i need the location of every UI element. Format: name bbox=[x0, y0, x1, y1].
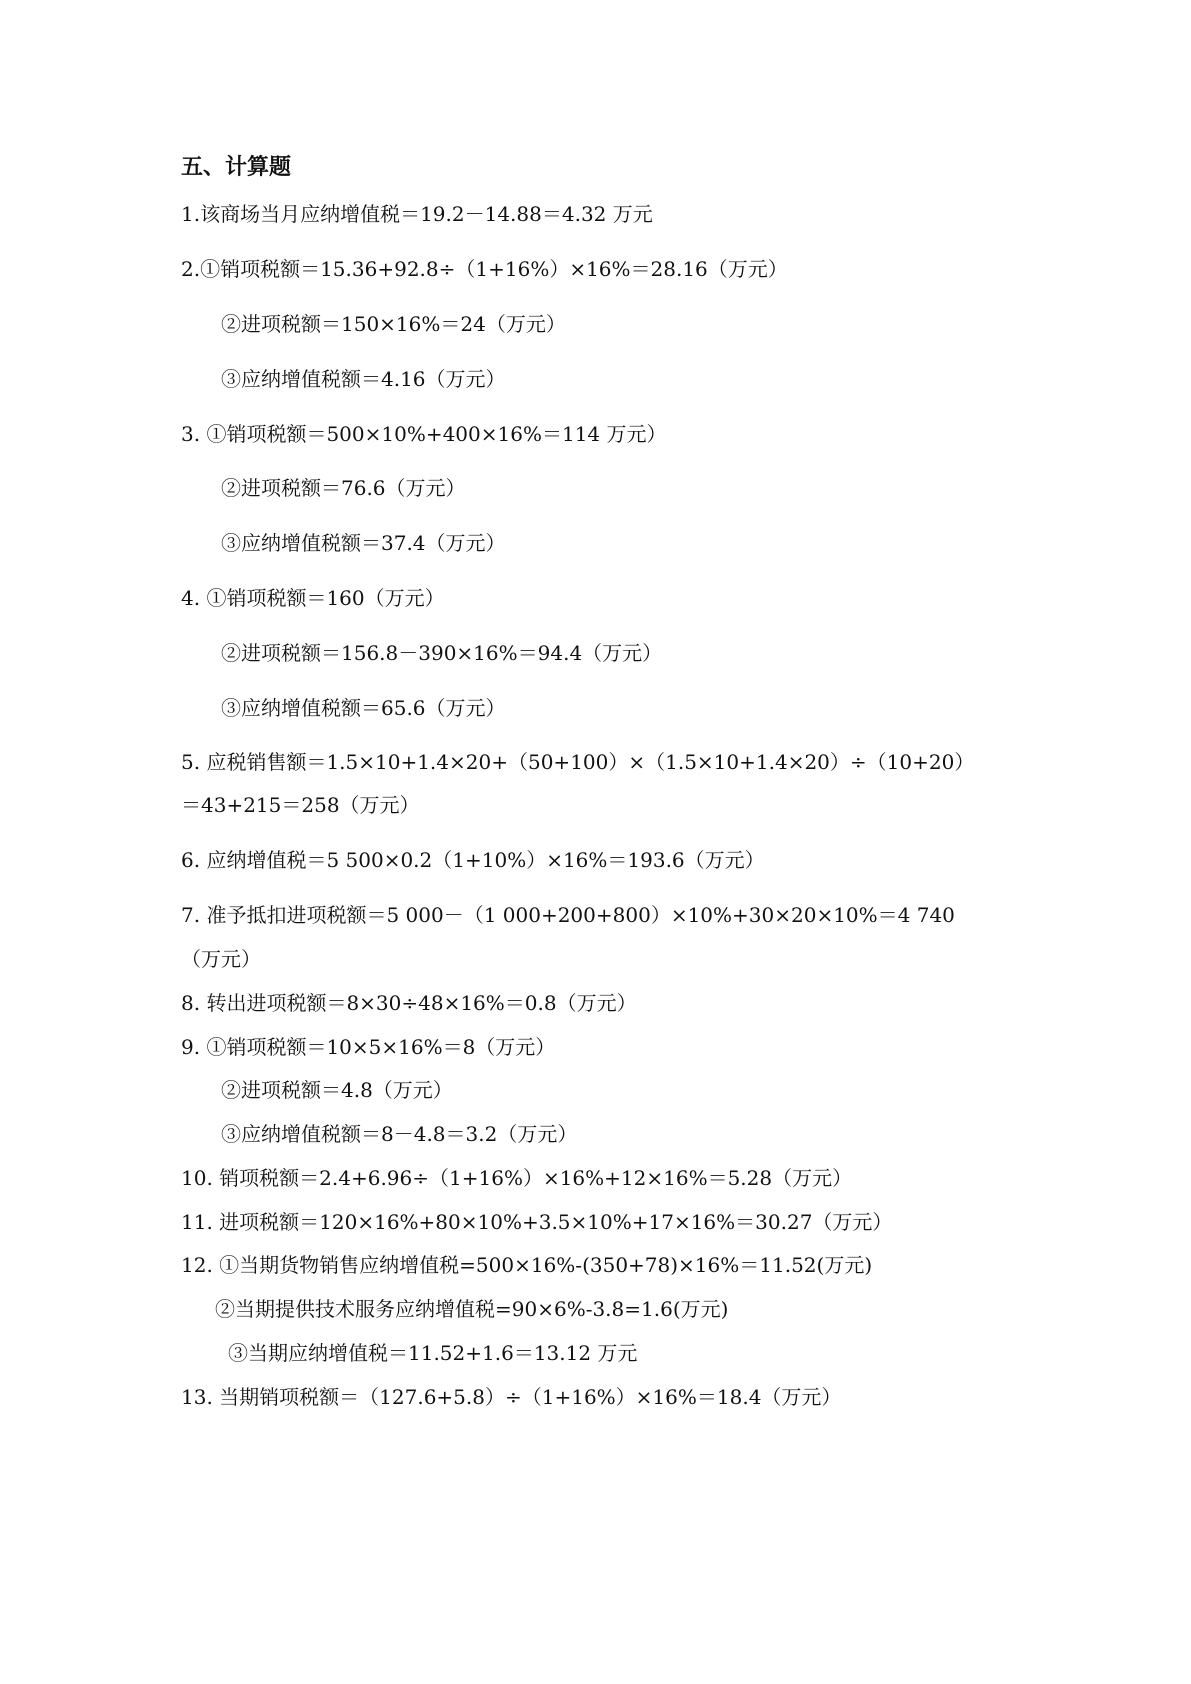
answer-10: 10. 销项税额＝2.4+6.96÷（1+16%）×16%+12×16%＝5.28（万元） bbox=[181, 1166, 853, 1190]
answer-9-payable-tax: ③应纳增值税额＝8－4.8＝3.2（万元） bbox=[221, 1122, 578, 1146]
answer-4-input-tax: ②进项税额＝156.8－390×16%＝94.4（万元） bbox=[221, 641, 663, 665]
answer-9-input-tax: ②进项税额＝4.8（万元） bbox=[221, 1078, 453, 1102]
answer-1: 1.该商场当月应纳增值税＝19.2－14.88＝4.32 万元 bbox=[181, 202, 653, 226]
answer-5-line-2: ＝43+215＝258（万元） bbox=[181, 793, 420, 817]
answer-7-line-2: （万元） bbox=[181, 947, 261, 971]
answer-9-output-tax: 9. ①销项税额＝10×5×16%＝8（万元） bbox=[181, 1035, 556, 1059]
answer-8: 8. 转出进项税额＝8×30÷48×16%＝0.8（万元） bbox=[181, 991, 637, 1015]
answer-5-line-1: 5. 应税销售额＝1.5×10+1.4×20+（50+100）×（1.5×10+1.4×20）÷（10+20） bbox=[181, 750, 975, 774]
answer-12-service-tax: ②当期提供技术服务应纳增值税=90×6%-3.8=1.6(万元) bbox=[215, 1297, 729, 1321]
answer-2-payable-tax: ③应纳增值税额＝4.16（万元） bbox=[221, 367, 506, 391]
answer-2-output-tax: 2.①销项税额＝15.36+92.8÷（1+16%）×16%＝28.16（万元） bbox=[181, 257, 788, 281]
answer-13: 13. 当期销项税额＝（127.6+5.8）÷（1+16%）×16%＝18.4（万元） bbox=[181, 1385, 842, 1409]
section-heading: 五、计算题 bbox=[181, 155, 292, 180]
answer-3-output-tax: 3. ①销项税额＝500×10%+400×16%＝114 万元） bbox=[181, 422, 667, 446]
answer-11: 11. 进项税额＝120×16%+80×10%+3.5×10%+17×16%＝30.27（万元） bbox=[181, 1210, 893, 1234]
answer-4-output-tax: 4. ①销项税额＝160（万元） bbox=[181, 586, 445, 610]
answer-4-payable-tax: ③应纳增值税额＝65.6（万元） bbox=[221, 696, 506, 720]
answer-12-total-tax: ③当期应纳增值税＝11.52+1.6＝13.12 万元 bbox=[228, 1341, 638, 1365]
answer-6: 6. 应纳增值税＝5 500×0.2（1+10%）×16%＝193.6（万元） bbox=[181, 848, 765, 872]
answer-12-goods-tax: 12. ①当期货物销售应纳增值税=500×16%-(350+78)×16%＝11.52(万元) bbox=[181, 1253, 873, 1277]
answer-2-input-tax: ②进项税额＝150×16%＝24（万元） bbox=[221, 312, 566, 336]
answer-3-payable-tax: ③应纳增值税额＝37.4（万元） bbox=[221, 531, 506, 555]
answer-3-input-tax: ②进项税额＝76.6（万元） bbox=[221, 476, 466, 500]
answer-7-line-1: 7. 准予抵扣进项税额＝5 000－（1 000+200+800）×10%+30×20×10%＝4 740 bbox=[181, 903, 955, 927]
